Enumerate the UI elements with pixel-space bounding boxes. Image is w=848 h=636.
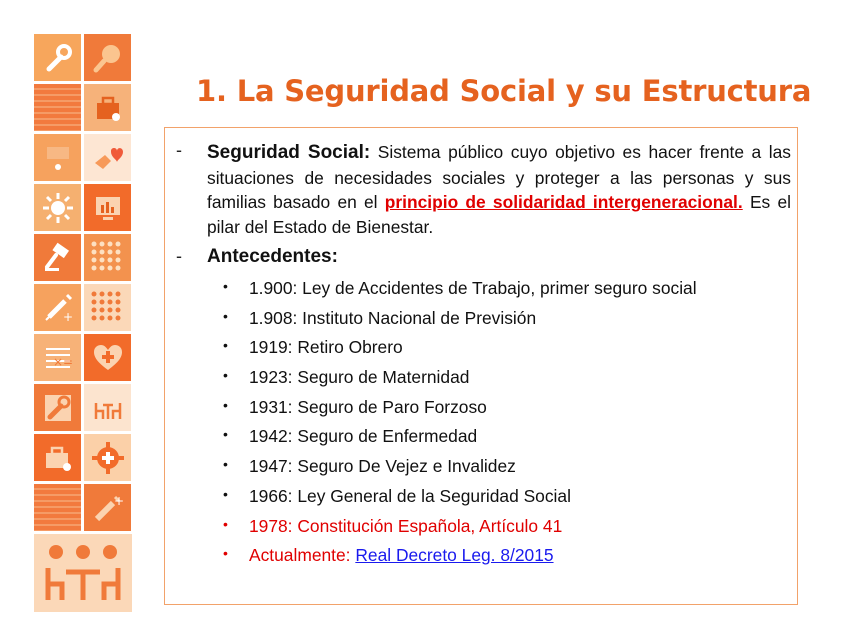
stripes-pattern <box>34 484 81 531</box>
list-item <box>220 486 697 516</box>
definition-dash: - <box>176 140 182 160</box>
dot-grid-icon <box>84 234 131 281</box>
list-item <box>220 397 697 427</box>
bullet: • <box>223 545 228 562</box>
list-item-text: 1947: Seguro De Vejez e Invalidez <box>249 456 516 477</box>
list-item-text: 1923: Seguro de Maternidad <box>249 367 470 388</box>
antecedentes-heading: Antecedentes: <box>207 246 338 267</box>
bullet: • <box>223 307 228 324</box>
list-item-text: 1966: Ley General de la Seguridad Social <box>249 485 571 506</box>
bullet: • <box>223 485 228 502</box>
page-title: 1. La Seguridad Social y su Estructura <box>196 74 812 108</box>
gear-plus-icon <box>84 434 131 481</box>
bullet: • <box>223 396 228 413</box>
solidarity-principle-link[interactable]: principio de solidaridad intergeneracional. <box>384 192 743 212</box>
list-item <box>220 308 697 338</box>
stripes-pattern <box>34 84 81 131</box>
definition-paragraph <box>207 140 791 239</box>
calculator-icon <box>34 334 81 381</box>
list-item-text: 1.900: Ley de Accidentes de Trabajo, primer seguro social <box>249 278 697 298</box>
list-item-current <box>220 545 697 575</box>
svg-text:+: + <box>62 309 73 324</box>
list-item <box>220 278 697 308</box>
antecedentes-list <box>220 278 697 575</box>
definition-closing: Es el pilar del Estado de Bienestar. <box>207 192 791 237</box>
bullet: • <box>223 426 228 443</box>
bullet: • <box>223 337 228 354</box>
list-item-text: 1919: Retiro Obrero <box>249 337 403 358</box>
svg-text:×=: ×= <box>52 354 73 369</box>
list-item-text: 1978: Constitución Española, Artículo 41 <box>249 515 563 536</box>
list-item <box>220 337 697 367</box>
bullet: • <box>223 456 228 473</box>
wrench-icon <box>34 384 81 431</box>
real-decreto-link[interactable]: Real Decreto Leg. 8/2015 <box>355 545 554 566</box>
dot-grid-icon <box>84 284 131 331</box>
meeting-icon <box>84 384 131 431</box>
list-item-text: 1942: Seguro de Enfermedad <box>249 426 478 447</box>
list-item-constitution <box>220 516 697 546</box>
list-item <box>220 456 697 486</box>
list-item <box>220 426 697 456</box>
list-item <box>220 367 697 397</box>
syringe-icon <box>34 284 81 331</box>
tools-board-icon <box>34 134 81 181</box>
icon-sidebar <box>34 34 132 612</box>
list-item-prefix: Actualmente: <box>249 545 356 566</box>
definition-term: Seguridad Social: <box>207 142 371 163</box>
list-item-text: 1.908: Instituto Nacional de Previsión <box>249 307 537 328</box>
monitor-chart-icon <box>84 184 131 231</box>
heart-plus-icon <box>84 334 131 381</box>
briefcase-icon <box>34 434 81 481</box>
team-meeting-icon <box>34 534 132 612</box>
magnifier-icon <box>84 34 131 81</box>
antecedentes-dash: - <box>176 246 182 266</box>
wrench-icon <box>34 34 81 81</box>
bullet: • <box>223 515 228 532</box>
gear-icon <box>34 184 81 231</box>
bullet: • <box>223 367 228 384</box>
bullet: • <box>223 278 228 294</box>
briefcase-icon <box>84 84 131 131</box>
definition-text: Sistema público cuyo objetivo es hacer frente a las situaciones de necesidades sociales y proteger a las personas y sus familias basado en el <box>207 142 791 212</box>
gavel-icon <box>34 234 81 281</box>
syringe-icon <box>84 484 131 531</box>
list-item-text: 1931: Seguro de Paro Forzoso <box>249 396 487 417</box>
heart-hand-icon <box>84 134 131 181</box>
svg-text:+: + <box>113 493 124 508</box>
